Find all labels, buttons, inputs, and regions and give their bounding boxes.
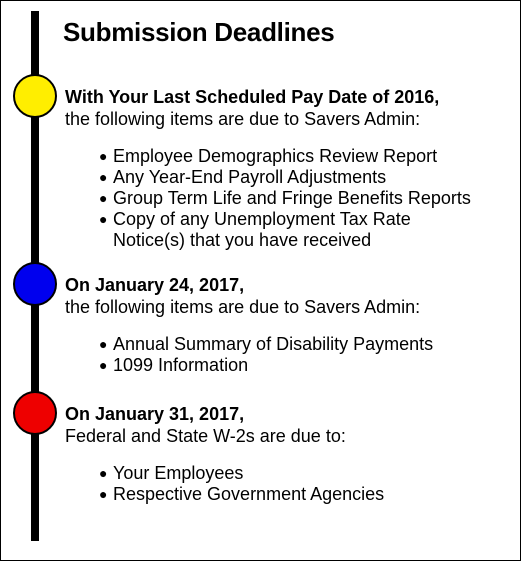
section-subheading: the following items are due to Savers Admin: <box>65 109 421 129</box>
bullet-icon: ● <box>99 465 108 481</box>
list-item: ● Respective Government Agencies <box>99 484 385 504</box>
blue-circle-icon <box>13 262 57 306</box>
page-title: Submission Deadlines <box>63 17 335 47</box>
bullet-icon: ● <box>99 190 108 206</box>
list-item: ● 1099 Information <box>99 355 249 375</box>
section-heading: On January 31, 2017, <box>65 404 245 424</box>
yellow-circle-icon <box>13 74 57 118</box>
item-list <box>99 463 515 505</box>
bullet-icon: ● <box>99 148 108 164</box>
item-list <box>99 146 515 251</box>
section-january-31 <box>65 403 515 505</box>
list-item: ● Employee Demographics Review Report <box>99 146 438 166</box>
bullet-icon: ● <box>99 486 108 502</box>
item-list <box>99 334 515 376</box>
list-item: ● Your Employees <box>99 463 244 483</box>
bullet-icon: ● <box>99 211 108 227</box>
list-item: ● Group Term Life and Fringe Benefits Reports <box>99 188 471 208</box>
bullet-icon: ● <box>99 169 108 185</box>
bullet-icon: ● <box>99 357 108 373</box>
red-circle-icon <box>13 391 57 435</box>
list-item-continuation: Notice(s) that you have received <box>113 230 372 250</box>
section-subheading: the following items are due to Savers Admin: <box>65 297 421 317</box>
list-item: ● Any Year-End Payroll Adjustments <box>99 167 387 187</box>
section-heading: With Your Last Scheduled Pay Date of 2016, <box>65 87 440 107</box>
list-item: ● Copy of any Unemployment Tax Rate <box>99 209 411 229</box>
list-item: ● Annual Summary of Disability Payments <box>99 334 434 354</box>
section-january-24 <box>65 274 515 376</box>
bullet-icon: ● <box>99 336 108 352</box>
section-year-end-2016 <box>65 86 515 251</box>
section-heading: On January 24, 2017, <box>65 275 245 295</box>
section-subheading: Federal and State W-2s are due to: <box>65 426 346 446</box>
